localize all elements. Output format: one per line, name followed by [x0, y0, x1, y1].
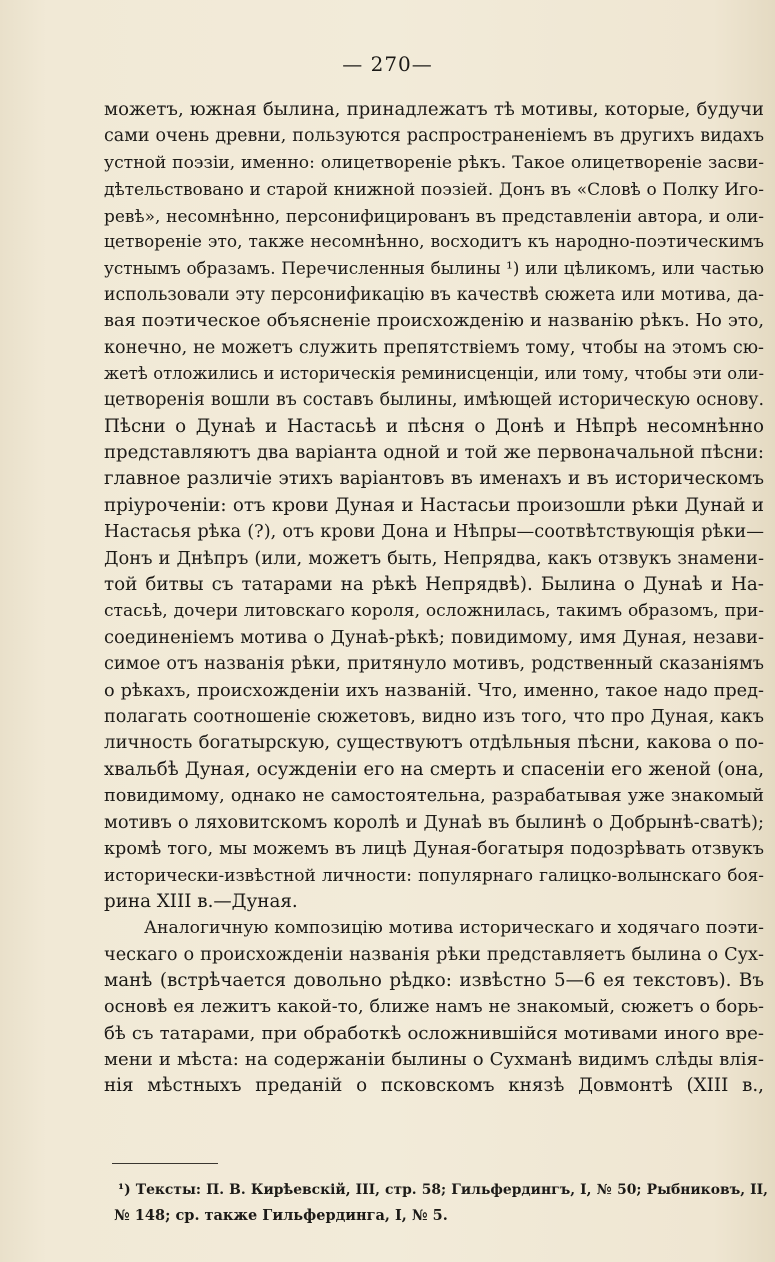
- text-line: кромѣ того, мы можемъ въ лицѣ Дуная-богатыря подозрѣвать отзвукъ: [104, 838, 764, 859]
- text-line: устнымъ образамъ. Перечисленныя былины ¹) или цѣликомъ, или частью: [104, 258, 764, 279]
- footnote-line: ¹) Тексты: П. В. Кирѣевскій, III, стр. 58; Гильфердингъ, I, № 50; Рыбниковъ, II,: [118, 1182, 768, 1198]
- text-line: конечно, не можетъ служить препятствіемъ тому, чтобы на этомъ сю-: [104, 337, 764, 358]
- text-line: цетвореніе это, также несомнѣнно, восходитъ къ народно-поэтическимъ: [104, 231, 764, 252]
- paragraph-end-line: рина XIII в.—Дуная.: [104, 890, 298, 912]
- text-line: мотивъ о ляховитскомъ королѣ и Дунаѣ въ былинѣ о Добрынѣ-сватѣ);: [104, 811, 764, 833]
- footnote-divider: [112, 1163, 218, 1164]
- text-line: цетворенія вошли въ составъ былины, имѣющей историческую основу.: [104, 390, 764, 411]
- footnote-line: № 148; ср. также Гильфердинга, I, № 5.: [114, 1207, 448, 1224]
- text-line: полагать соотношеніе сюжетовъ, видно изъ того, что про Дуная, какъ: [104, 706, 764, 727]
- text-line: ческаго о происхожденіи названія рѣки представляетъ былина о Сух-: [104, 944, 764, 965]
- text-line: использовали эту персонификацію въ качествѣ сюжета или мотива, да-: [104, 284, 764, 305]
- text-line: повидимому, однако не самостоятельна, разрабатывая уже знакомый: [104, 786, 764, 807]
- text-line: соединеніемъ мотива о Дунаѣ-рѣкѣ; повидимому, имя Дуная, незави-: [104, 626, 764, 648]
- paragraph-start-line: Аналогичную композицію мотива историческаго и ходячаго поэти-: [144, 918, 764, 939]
- text-line: дѣтельствовано и старой книжной поэзіей. Донъ въ «Словѣ о Полку Иго-: [104, 179, 764, 200]
- text-line: главное различіе этихъ варіантовъ въ именахъ и въ историческомъ: [104, 468, 764, 490]
- page-number: — 270—: [342, 52, 433, 76]
- text-line: личность богатырскую, существуютъ отдѣльныя пѣсни, какова о по-: [104, 732, 764, 754]
- text-line: пріуроченіи: отъ крови Дуная и Настасьи произошли рѣки Дунай и: [104, 494, 764, 516]
- text-line: сами очень древни, пользуются распространеніемъ въ другихъ видахъ: [104, 126, 764, 147]
- text-line: Донъ и Днѣпръ (или, можетъ быть, Непрядва, какъ отзвукъ знамени-: [104, 547, 764, 569]
- text-line: о рѣкахъ, происхожденіи ихъ названій. Что, именно, такое надо пред-: [104, 680, 764, 701]
- text-line: стасьѣ, дочери литовскаго короля, осложнилась, такимъ образомъ, при-: [104, 601, 764, 622]
- text-line: бѣ съ татарами, при обработкѣ осложнившійся мотивами иного вре-: [104, 1022, 764, 1044]
- footnotes: [114, 1177, 768, 1229]
- text-line: манѣ (встрѣчается довольно рѣдко: извѣстно 5—6 ея текстовъ). Въ: [104, 969, 764, 991]
- text-line: Настасья рѣка (?), отъ крови Дона и Нѣпры—соотвѣтствующія рѣки—: [104, 521, 764, 543]
- text-line: Пѣсни о Дунаѣ и Настасьѣ и пѣсня о Донѣ и Нѣпрѣ несомнѣнно: [104, 415, 764, 437]
- text-line: той битвы съ татарами на рѣкѣ Непрядвѣ). Былина о Дунаѣ и На-: [104, 574, 764, 596]
- text-line: нія мѣстныхъ преданій о псковскомъ князѣ Довмонтѣ (XIII в.,: [104, 1075, 764, 1097]
- text-line: симое отъ названія рѣки, притянуло мотивъ, родственный сказаніямъ: [104, 654, 764, 675]
- text-line: исторически-извѣстной личности: популярнаго галицко-волынскаго боя-: [104, 865, 764, 886]
- text-line: можетъ, южная былина, принадлежатъ тѣ мотивы, которые, будучи: [104, 99, 764, 120]
- text-line: основѣ ея лежитъ какой-то, ближе намъ не знакомый, сюжетъ о борь-: [104, 997, 764, 1018]
- text-line: хвальбѣ Дуная, осужденіи его на смерть и спасеніи его женой (она,: [104, 758, 764, 780]
- text-line: жетѣ отложились и историческія реминисценціи, или тому, чтобы эти оли-: [104, 363, 764, 383]
- main-text: [104, 97, 764, 1100]
- text-line: вая поэтическое объясненіе происхожденію и названію рѣкъ. Но это,: [104, 311, 764, 332]
- text-line: представляютъ два варіанта одной и той же первоначальной пѣсни:: [104, 442, 764, 464]
- text-line: ревѣ», несомнѣнно, персонифицированъ въ представленіи автора, и оли-: [104, 205, 764, 226]
- text-line: устной поэзіи, именно: олицетвореніе рѣкъ. Такое олицетвореніе засви-: [104, 152, 764, 173]
- text-line: мени и мѣста: на содержаніи былины о Сухманѣ видимъ слѣды влія-: [104, 1049, 764, 1071]
